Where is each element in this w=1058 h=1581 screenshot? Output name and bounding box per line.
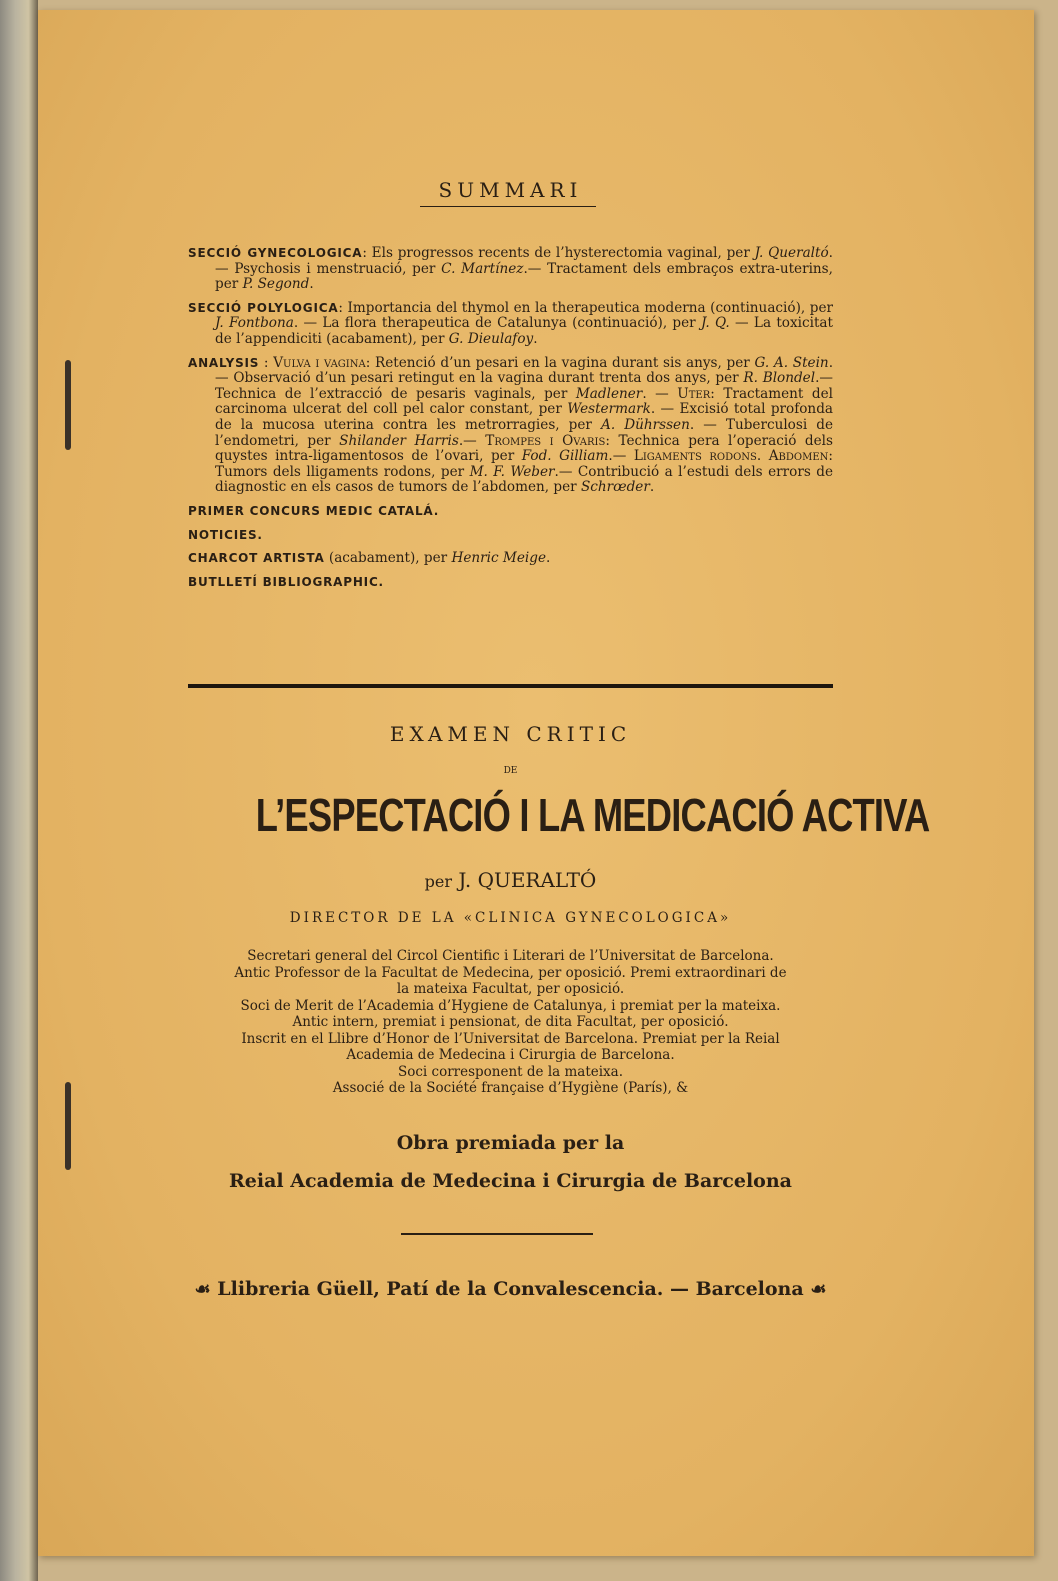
section-charcot: CHARCOT ARTISTA (acabament), per Henric Meige. bbox=[188, 550, 551, 567]
author-name: C. Martínez bbox=[441, 260, 524, 277]
credential-line: Associé de la Société française d’Hygiène (París), & bbox=[332, 1080, 689, 1096]
author-name: G. Dieulafoy bbox=[448, 330, 534, 347]
author-name: J. Queraltó bbox=[754, 245, 829, 261]
section-heading: SECCIÓ POLYLOGICA bbox=[188, 300, 339, 315]
credential-line: Soci corresponent de la mateixa. bbox=[397, 1063, 624, 1080]
author-name: Fod. Gilliam bbox=[521, 448, 609, 465]
fleuron-icon: ☙ bbox=[810, 1279, 827, 1300]
subsection-label: Vulva i vagina bbox=[273, 354, 366, 371]
ad-de: DE bbox=[503, 766, 518, 776]
author-name: R. Blondel bbox=[743, 370, 816, 387]
section-heading: ANALYSIS bbox=[188, 355, 260, 370]
author-name: A. Dührssen bbox=[601, 416, 690, 433]
publisher-line bbox=[188, 1278, 833, 1300]
author-credentials bbox=[188, 948, 833, 1097]
author-name: J. QUERALTÓ bbox=[458, 868, 597, 892]
publisher-text: Llibreria Güell, Patí de la Convalescencia. — Barcelona bbox=[217, 1278, 804, 1300]
summary-sections bbox=[188, 246, 833, 598]
section-polylogica: SECCIÓ POLYLOGICA: Importancia del thymol en la therapeutica moderna (continuació), per J. Fontbona. — La flora therapeutica de Catalunya (continuació), per J. Q. — La toxicitat de l’appendiciti (acabament), per G. Dieulafoy. bbox=[188, 299, 833, 347]
section-concurs: PRIMER CONCURS MEDIC CATALÁ. bbox=[188, 503, 440, 518]
author-name: Shilander Harris bbox=[339, 432, 459, 449]
section-analysis: ANALYSIS : Vulva i vagina: Retenció d’un pesari en la vagina durant sis anys, per G. A. Stein.— Observació d’un pesari retingut en la vagina durant trenta dos anys, per R. Blondel.— Technica de l’extracció de pesaris vaginals, per Madlener. — Uter: Tractament del carcinoma ulcerat del coll pel calor constant, per Westermark. — Excisió total profonda de la mucosa uterina contra les metrorragies, per A. Dührssen. — Tuberculosi de l’endometri, per Shilander Harris.— Trompes i Ovaris: Technica pera l’operació dels quystes intra-ligamentosos de l’ovari, per Fod. Gilliam.— Ligaments rodons. Abdomen: Tumors dels lligaments rodons, per M. F. Weber.— Contribució a l’estudi dels errors de diagnostic en els casos de tumors de l’abdomen, per Schrœder. bbox=[188, 354, 834, 496]
section-heading: CHARCOT ARTISTA bbox=[188, 551, 325, 566]
credential-line: Soci de Merit de l’Academia d’Hygiene de Catalunya, i premiat per la mateixa. bbox=[240, 997, 781, 1014]
author-name: Westermark bbox=[567, 401, 651, 418]
credential-line: Inscrit en el Llibre d’Honor de l’Universitat de Barcelona. Premiat per la Reial bbox=[241, 1030, 780, 1047]
author-name: Madlener bbox=[575, 385, 643, 402]
section-noticies: NOTICIES. bbox=[188, 527, 263, 542]
summary-title: SUMMARI bbox=[438, 178, 583, 202]
author-name: G. A. Stein bbox=[754, 354, 829, 371]
subsection-label: Trompes i Ovaris bbox=[485, 432, 606, 449]
prize-line-1: Obra premiada per la bbox=[396, 1132, 625, 1154]
book-author: per J. QUERALTÓ bbox=[424, 868, 597, 892]
credential-line: la mateixa Facultat, per oposició. bbox=[396, 981, 625, 997]
staple-top bbox=[65, 360, 71, 450]
credential-line: Antic Professor de la Facultat de Medecina, per oposició. Premi extraordinari de bbox=[234, 964, 787, 981]
page bbox=[38, 10, 1034, 1556]
summary-underline bbox=[420, 206, 596, 207]
prize-line-2: Reial Academia de Medecina i Cirurgia de Barcelona bbox=[229, 1170, 792, 1192]
subsection-label: Ligaments rodons. Abdomen bbox=[633, 448, 829, 465]
adjacent-page-edge bbox=[0, 0, 38, 1581]
staple-bottom bbox=[65, 1082, 71, 1170]
credential-line: Secretari general del Circol Cientific i Literari de l’Universitat de Barcelona. bbox=[247, 948, 774, 964]
author-name: P. Segond bbox=[242, 276, 310, 293]
credential-line: Academia de Medecina i Cirurgia de Barcelona. bbox=[346, 1047, 675, 1063]
author-role: DIRECTOR DE LA «CLINICA GYNECOLOGICA» bbox=[289, 910, 732, 926]
subsection-label: Uter bbox=[677, 385, 711, 402]
section-divider bbox=[188, 684, 833, 688]
author-name: J. Fontbona bbox=[215, 315, 294, 332]
author-name: J. Q. bbox=[700, 315, 730, 332]
author-name: Henric Meige bbox=[451, 550, 546, 567]
ad-kicker: EXAMEN CRITIC bbox=[389, 722, 632, 746]
short-divider bbox=[401, 1233, 593, 1235]
section-butlleti: BUTLLETÍ BIBLIOGRAPHIC. bbox=[188, 574, 384, 589]
section-heading: SECCIÓ GYNECOLOGICA bbox=[188, 246, 363, 260]
fleuron-icon: ☙ bbox=[194, 1279, 211, 1300]
section-gynecologica: SECCIÓ GYNECOLOGICA: Els progressos recents de l’hysterectomia vaginal, per J. Queraltó. — Psychosis i menstruació, per C. Martínez.— Tractament dels embraços extra-uterins, per P. Segond. bbox=[188, 245, 833, 293]
author-name: Schrœder bbox=[580, 479, 650, 496]
book-title: L’ESPECTACIÓ I LA MEDICACIÓ ACTIVA bbox=[255, 789, 930, 841]
credential-line: Antic intern, premiat i pensionat, de dita Facultat, per oposició. bbox=[292, 1014, 729, 1030]
author-name: M. F. Weber bbox=[469, 463, 555, 480]
